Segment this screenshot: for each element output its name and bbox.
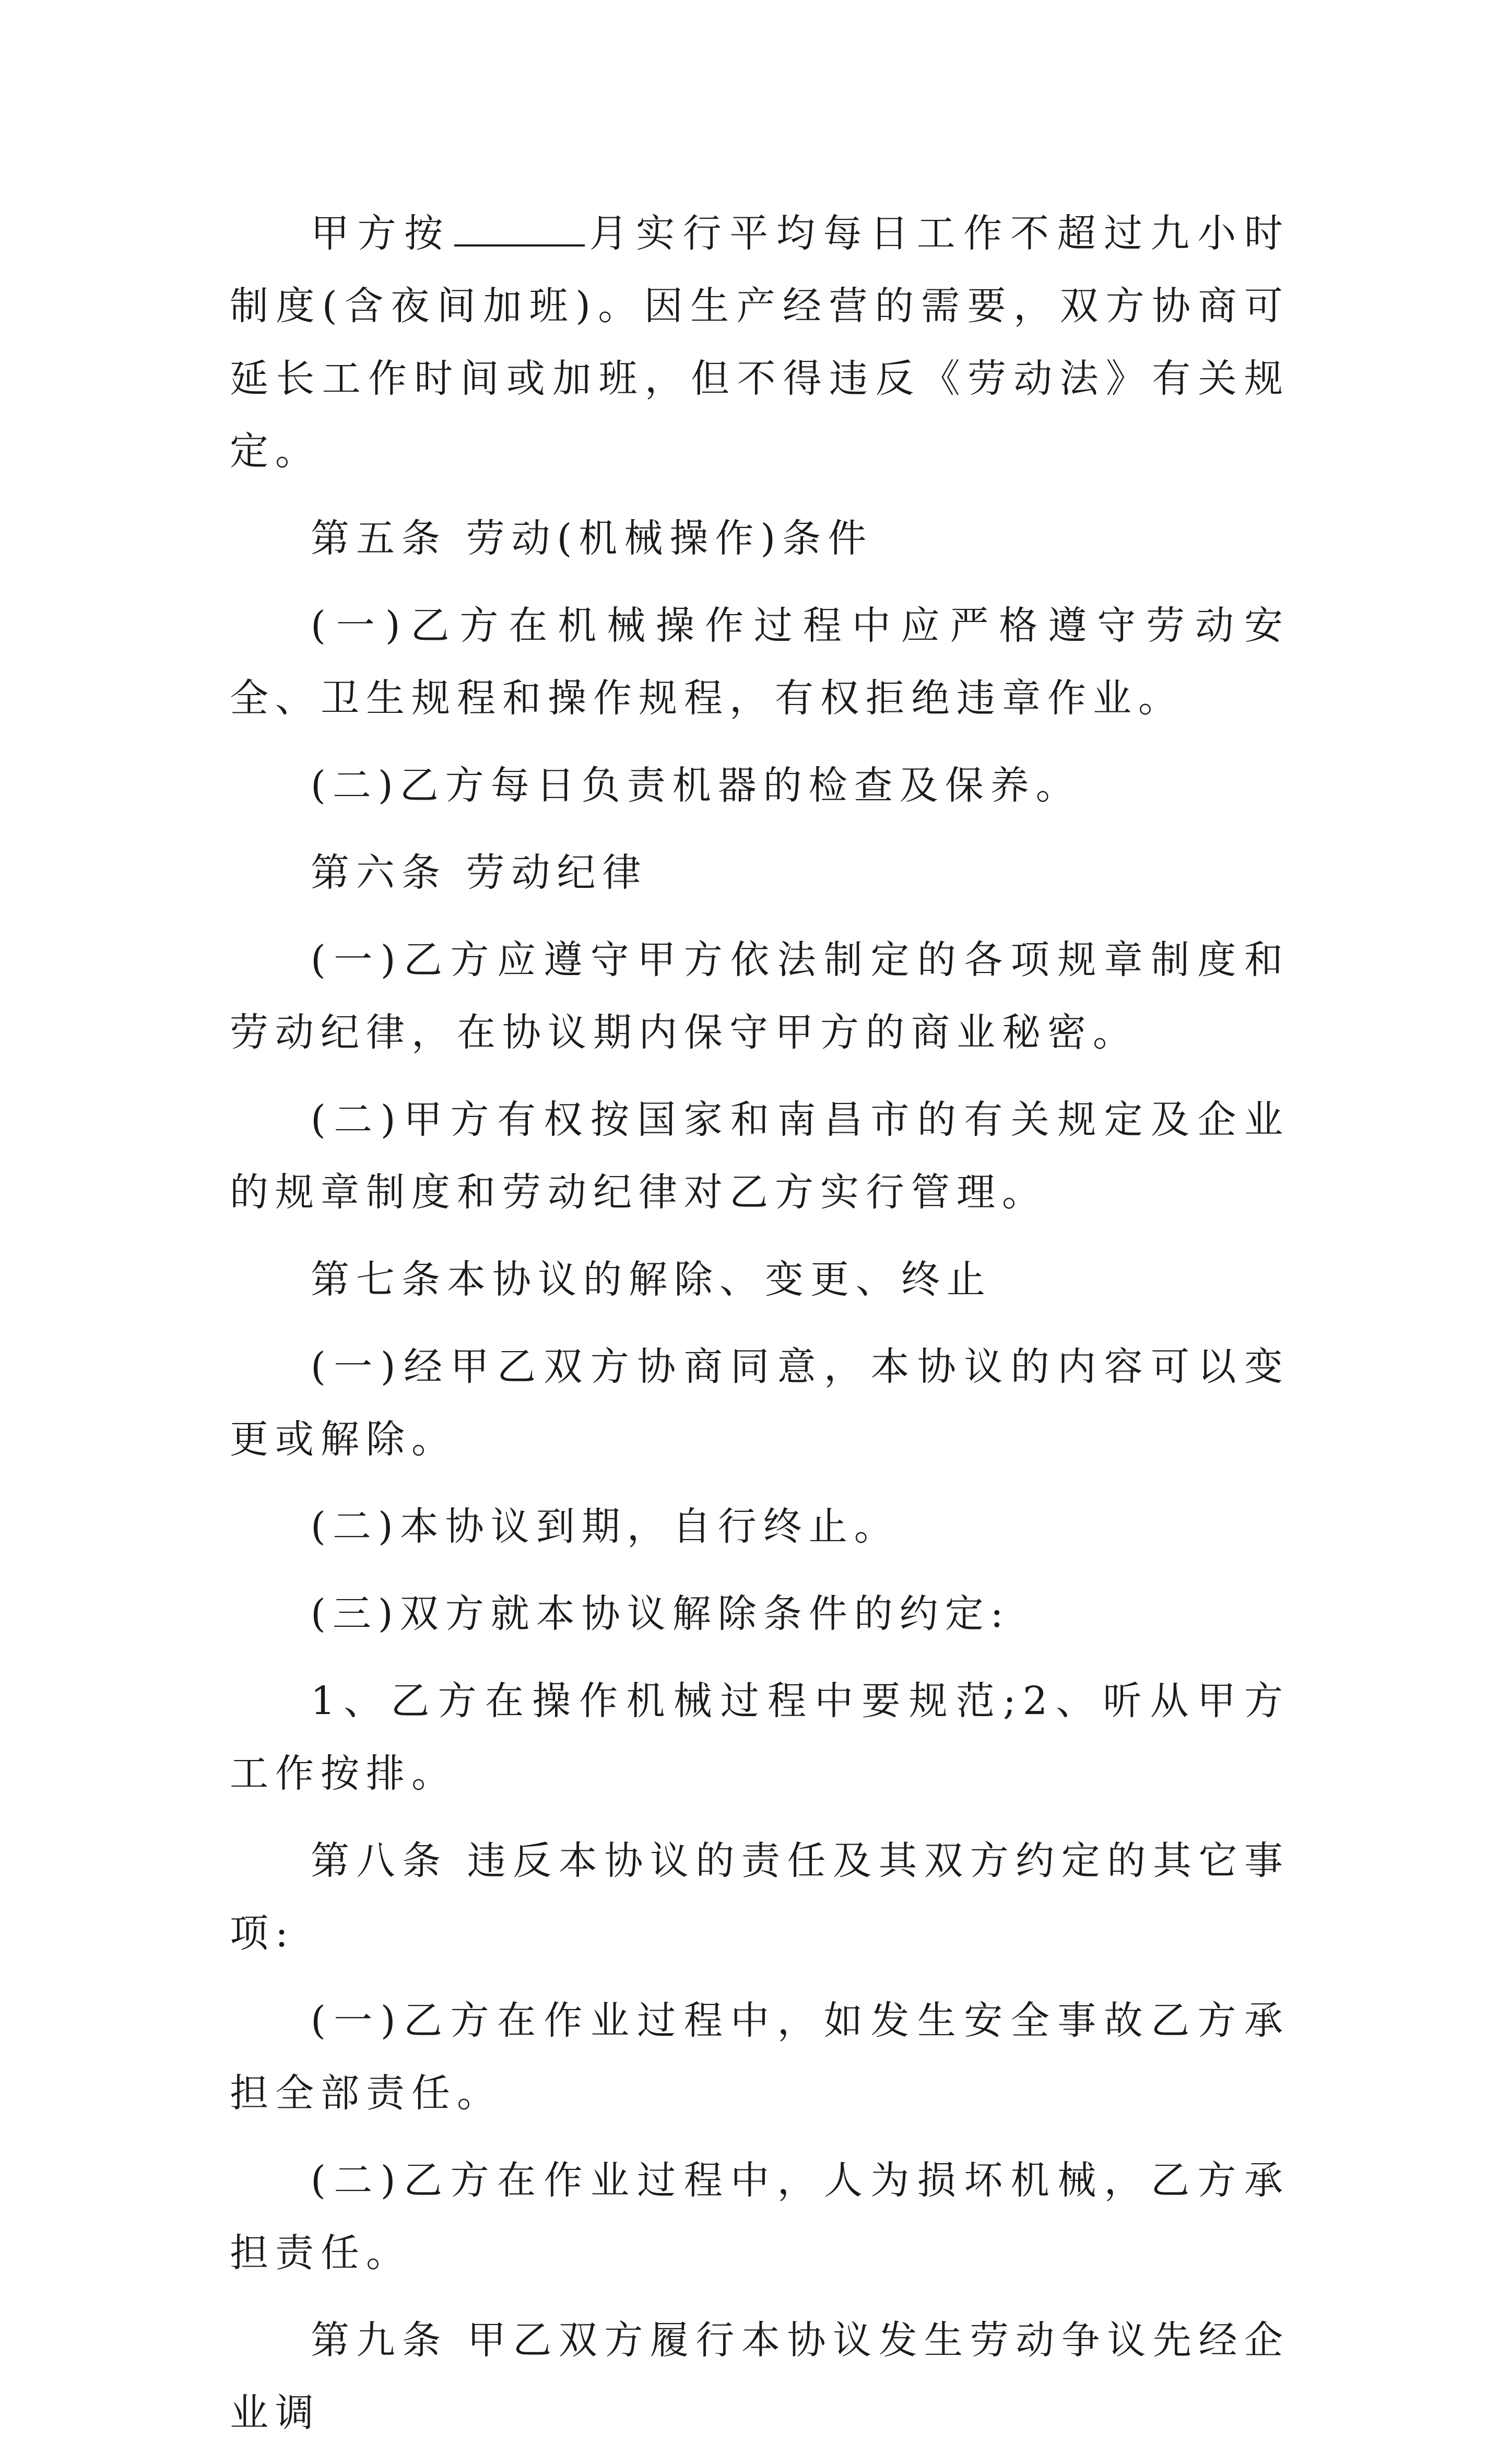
article-8-heading: 第八条 违反本协议的责任及其双方约定的其它事项: — [230, 1838, 1290, 1956]
paragraph-working-hours — [230, 197, 1290, 488]
article-5-heading: 第五条 劳动(机械操作)条件 — [311, 516, 873, 561]
article-7-clause-3-items: 1、乙方在操作机械过程中要规范;2、听从甲方工作按排。 — [230, 1679, 1290, 1796]
article-8-clause-2: (二)乙方在作业过程中，人为损坏机械，乙方承担责任。 — [230, 2158, 1290, 2275]
paragraph-text: 甲方按 — [311, 211, 451, 256]
article-7-clause-2: (二)本协议到期，自行终止。 — [311, 1504, 900, 1549]
article-9-heading: 第九条 甲乙双方履行本协议发生劳动争议先经企业调 — [230, 2318, 1290, 2435]
article-5-clause-2: (二)乙方每日负责机器的检查及保养。 — [311, 763, 1081, 808]
paragraph-text: 月实行平均每日工作不超过九小时制度(含夜间加班)。因生产经营的需要，双方协商可延长工作时间或加班，但不得违反《劳动法》有关规定。 — [230, 211, 1290, 474]
document-body — [230, 197, 1290, 2464]
article-7-clause-3: (三)双方就本协议解除条件的约定: — [311, 1591, 1010, 1636]
article-6-heading: 第六条 劳动纪律 — [311, 850, 648, 895]
article-5-clause-1: (一)乙方在机械操作过程中应严格遵守劳动安全、卫生规程和操作规程，有权拒绝违章作业。 — [230, 603, 1290, 721]
article-6-clause-1: (一)乙方应遵守甲方依法制定的各项规章制度和劳动纪律，在协议期内保守甲方的商业秘密。 — [230, 937, 1290, 1055]
article-6-clause-2: (二)甲方有权按国家和南昌市的有关规定及企业的规章制度和劳动纪律对乙方实行管理。 — [230, 1097, 1290, 1215]
article-7-heading: 第七条本协议的解除、变更、终止 — [311, 1257, 992, 1302]
article-8-clause-1: (一)乙方在作业过程中，如发生安全事故乙方承担全部责任。 — [230, 1998, 1290, 2116]
fill-in-blank — [454, 204, 585, 247]
article-7-clause-1: (一)经甲乙双方协商同意，本协议的内容可以变更或解除。 — [230, 1344, 1290, 1462]
